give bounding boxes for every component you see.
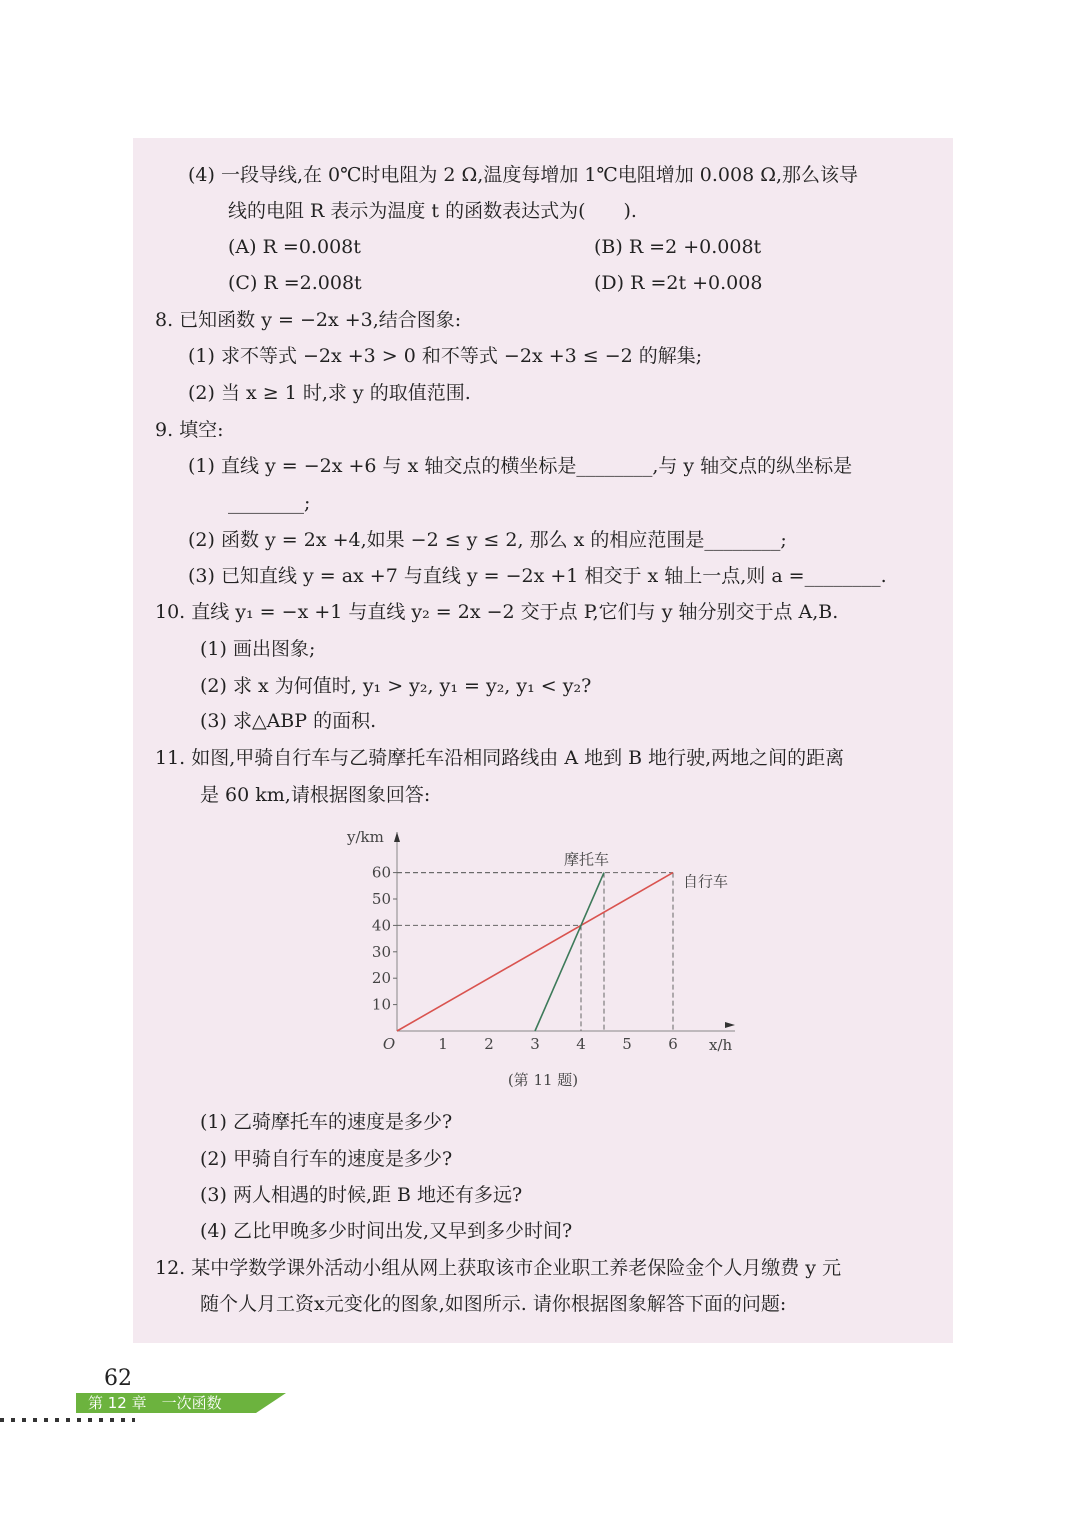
question-10-2: (2) 求 x 为何值时, y₁ > y₂, y₁ = y₂, y₁ < y₂? (200, 675, 592, 697)
question-7-4: (4) 一段导线,在 0℃时电阻为 2 Ω,温度每增加 1℃电阻增加 0.008 Ω,那么该导 (188, 164, 858, 186)
question-11-4: (4) 乙比甲晚多少时间出发,又早到多少时间? (200, 1220, 573, 1242)
option-c: (C) R =2.008t (228, 272, 362, 294)
question-11-3: (3) 两人相遇的时候,距 B 地还有多远? (200, 1184, 523, 1206)
question-9-2: (2) 函数 y = 2x +4,如果 −2 ≤ y ≤ 2, 那么 x 的相应范围是________; (188, 529, 787, 551)
question-11-cont: 是 60 km,请根据图象回答: (200, 784, 431, 806)
option-a: (A) R =0.008t (228, 236, 361, 258)
y-tick-label: 50 (371, 890, 391, 908)
option-b: (B) R =2 +0.008t (594, 236, 762, 258)
question-12-cont: 随个人月工资x元变化的图象,如图所示. 请你根据图象解答下面的问题: (200, 1293, 787, 1315)
x-tick-label: 5 (622, 1035, 632, 1053)
question-10: 10. 直线 y₁ = −x +1 与直线 y₂ = 2x −2 交于点 P,它们与 y 轴分别交于点 A,B. (155, 601, 839, 623)
y-tick-label: 60 (371, 863, 391, 882)
question-9-3: (3) 已知直线 y = ax +7 与直线 y = −2x +1 相交于 x 轴上一点,则 a =________. (188, 565, 887, 587)
series-line-0 (397, 873, 673, 1031)
origin-label: O (382, 1035, 396, 1053)
chart-caption: (第 11 题) (507, 1071, 579, 1089)
x-axis-arrow (725, 1022, 735, 1028)
question-9: 9. 填空: (155, 419, 224, 441)
y-tick-label: 10 (371, 995, 391, 1014)
question-10-1: (1) 画出图象; (200, 638, 316, 660)
y-axis-arrow (394, 832, 400, 842)
question-11: 11. 如图,甲骑自行车与乙骑摩托车沿相同路线由 A 地到 B 地行驶,两地之间的距离 (155, 747, 845, 769)
question-7-4-cont: 线的电阻 R 表示为温度 t 的函数表达式为( ). (228, 200, 637, 222)
y-tick-label: 30 (371, 942, 391, 961)
question-8-2: (2) 当 x ≥ 1 时,求 y 的取值范围. (188, 382, 471, 404)
y-tick-label: 40 (371, 916, 391, 935)
x-tick-label: 6 (668, 1035, 678, 1053)
dotted-divider (0, 1418, 135, 1422)
question-9-1: (1) 直线 y = −2x +6 与 x 轴交点的横坐标是________,与 y 轴交点的纵坐标是 (188, 455, 853, 477)
question-11-1: (1) 乙骑摩托车的速度是多少? (200, 1111, 453, 1133)
series-label-bicycle: 自行车 (683, 872, 729, 891)
x-tick-label: 2 (484, 1035, 494, 1053)
question-12: 12. 某中学数学课外活动小组从网上获取该市企业职工养老保险金个人月缴费 y 元 (155, 1257, 842, 1279)
y-axis-label: y/km (347, 828, 384, 846)
option-d: (D) R =2t +0.008 (594, 272, 763, 294)
chapter-title: 第 12 章 一次函数 (88, 1394, 222, 1412)
question-11-2: (2) 甲骑自行车的速度是多少? (200, 1148, 453, 1170)
x-tick-label: 4 (576, 1035, 586, 1053)
distance-time-chart (330, 820, 750, 1090)
y-tick-label: 20 (371, 969, 391, 988)
x-tick-label: 3 (530, 1035, 540, 1053)
series-label-motorcycle: 摩托车 (564, 850, 610, 869)
question-8: 8. 已知函数 y = −2x +3,结合图象: (155, 309, 462, 331)
series-line-1 (535, 873, 604, 1031)
x-tick-label: 1 (438, 1035, 448, 1053)
question-8-1: (1) 求不等式 −2x +3 > 0 和不等式 −2x +3 ≤ −2 的解集; (188, 345, 703, 367)
question-10-3: (3) 求△ABP 的面积. (200, 710, 377, 732)
page-number: 62 (104, 1366, 132, 1391)
x-axis-label: x/h (709, 1036, 733, 1054)
question-9-1-cont: ________; (228, 492, 311, 514)
